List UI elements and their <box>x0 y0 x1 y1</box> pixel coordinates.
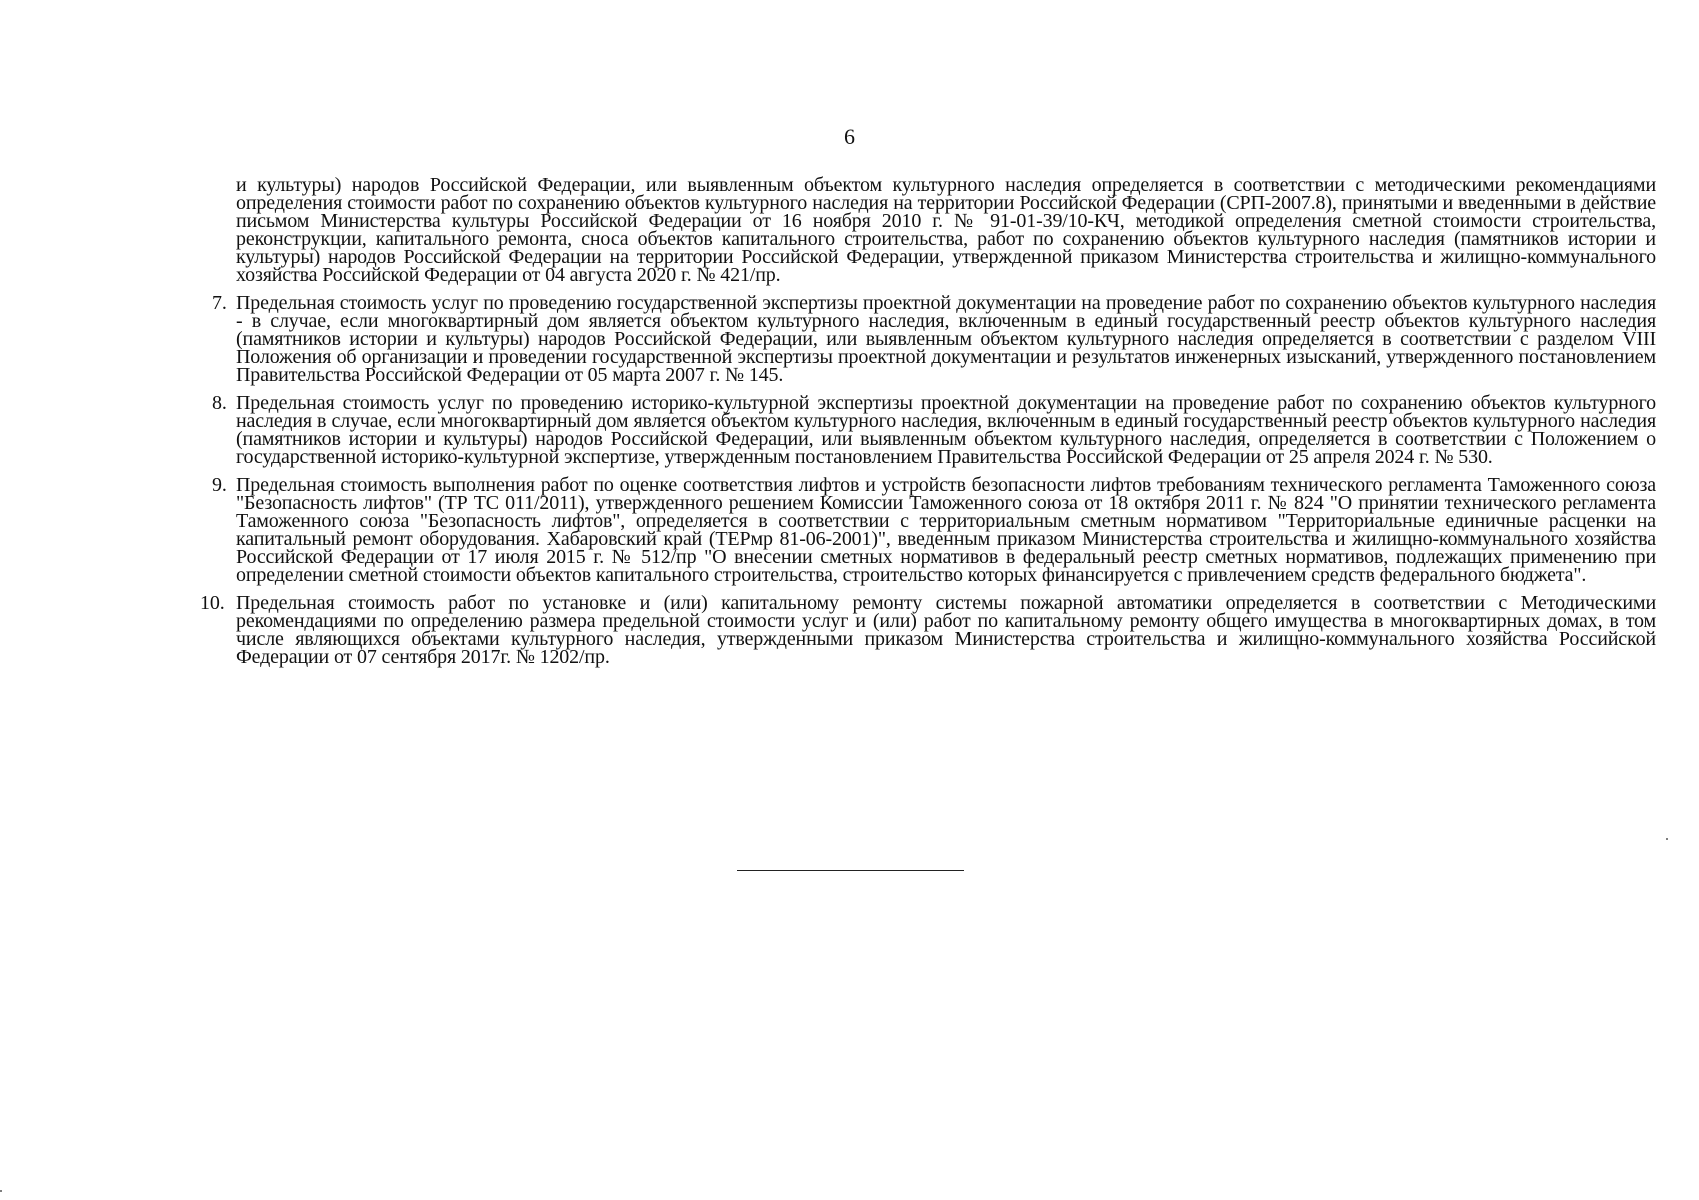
list-item-text: Предельная стоимость выполнения работ по оценке соответствия лифтов и устройств безопасности лифтов требованиям технического регламента Таможенного союза "Безопасность лифтов" (ТР ТС 011/2011), утвержденного решением Комиссии Таможенного союза от 18 октября 2011 г. № 824 "О принятии технического регламента Таможенного союза "Безопасность лифтов", определяется в соответствии с территориальным сметным нормативом "Территориальные единичные расценки на капитальный ремонт оборудования. Хабаровский край (ТЕРмр 81-06-2001)", введенным приказом Министерства строительства и жилищно-коммунального хозяйства Российской Федерации от 17 июля 2015 г. № 512/пр "О внесении сметных нормативов в федеральный реестр сметных нормативов, подлежащих применению при определении сметной стоимости объектов капитального строительства, строительство которых финансируется с привлечением средств федерального бюджета". <box>236 474 1656 586</box>
list-item-10 <box>200 592 1656 668</box>
list-item-9 <box>212 474 1656 586</box>
list-item-7 <box>212 292 1656 386</box>
scan-speck <box>1666 838 1668 840</box>
list-item-text: Предельная стоимость работ по установке и (или) капитальному ремонту системы пожарной автоматики определяется в соответствии с Методическими рекомендациями по определению размера предельной стоимости услуг и (или) работ по капитальному ремонту общего имущества в многоквартирных домах, в том числе являющихся объектами культурного наследия, утвержденными приказом Министерства строительства и жилищно-коммунального хозяйства Российской Федерации от 07 сентября 2017г. № 1202/пр. <box>236 592 1656 668</box>
page-number: 6 <box>844 124 855 149</box>
list-item-number: 8. <box>212 392 227 414</box>
scan-speck <box>0 1190 2 1192</box>
intro-paragraph: и культуры) народов Российской Федерации, или выявленным объектом культурного наследия определяется в соответствии с методическими рекомендациями определения стоимости работ по сохранению объектов культурного наследия на территории Российской Федерации (СРП-2007.8), принятыми и введенными в действие письмом Министерства культуры Российской Федерации от 16 ноября 2010 г. № 91-01-39/10-КЧ, методикой определения сметной стоимости строительства, реконструкции, капитального ремонта, сноса объектов капитального строительства, работ по сохранению объектов культурного наследия (памятников истории и культуры) народов Российской Федерации на территории Российской Федерации, утвержденной приказом Министерства строительства и жилищно-коммунального хозяйства Российской Федерации от 04 августа 2020 г. № 421/пр. <box>236 174 1656 286</box>
list-item-8 <box>212 392 1656 468</box>
list-item-number: 9. <box>212 474 227 496</box>
document-body <box>200 174 1656 668</box>
list-item-text: Предельная стоимость услуг по проведению историко-культурной экспертизы проектной документации на проведение работ по сохранению объектов культурного наследия в случае, если многоквартирный дом является объектом культурного наследия, включенным в единый государственный реестр объектов культурного наследия (памятников истории и культуры) народов Российской Федерации, или выявленным объектом культурного наследия, определяется в соответствии с Положением о государственной историко-культурной экспертизе, утвержденным постановлением Правительства Российской Федерации от 25 апреля 2024 г. № 530. <box>236 392 1656 468</box>
list-item-number: 7. <box>212 292 227 314</box>
end-of-document-rule <box>737 870 964 871</box>
list-item-number: 10. <box>200 592 225 614</box>
list-item-text: Предельная стоимость услуг по проведению государственной экспертизы проектной документации на проведение работ по сохранению объектов культурного наследия - в случае, если многоквартирный дом является объектом культурного наследия, включенным в единый государственный реестр объектов культурного наследия (памятников истории и культуры) народов Российской Федерации, или выявленным объектом культурного наследия определяется в соответствии с разделом VIII Положения об организации и проведении государственной экспертизы проектной документации и результатов инженерных изысканий, утвержденного постановлением Правительства Российской Федерации от 05 марта 2007 г. № 145. <box>236 292 1656 386</box>
